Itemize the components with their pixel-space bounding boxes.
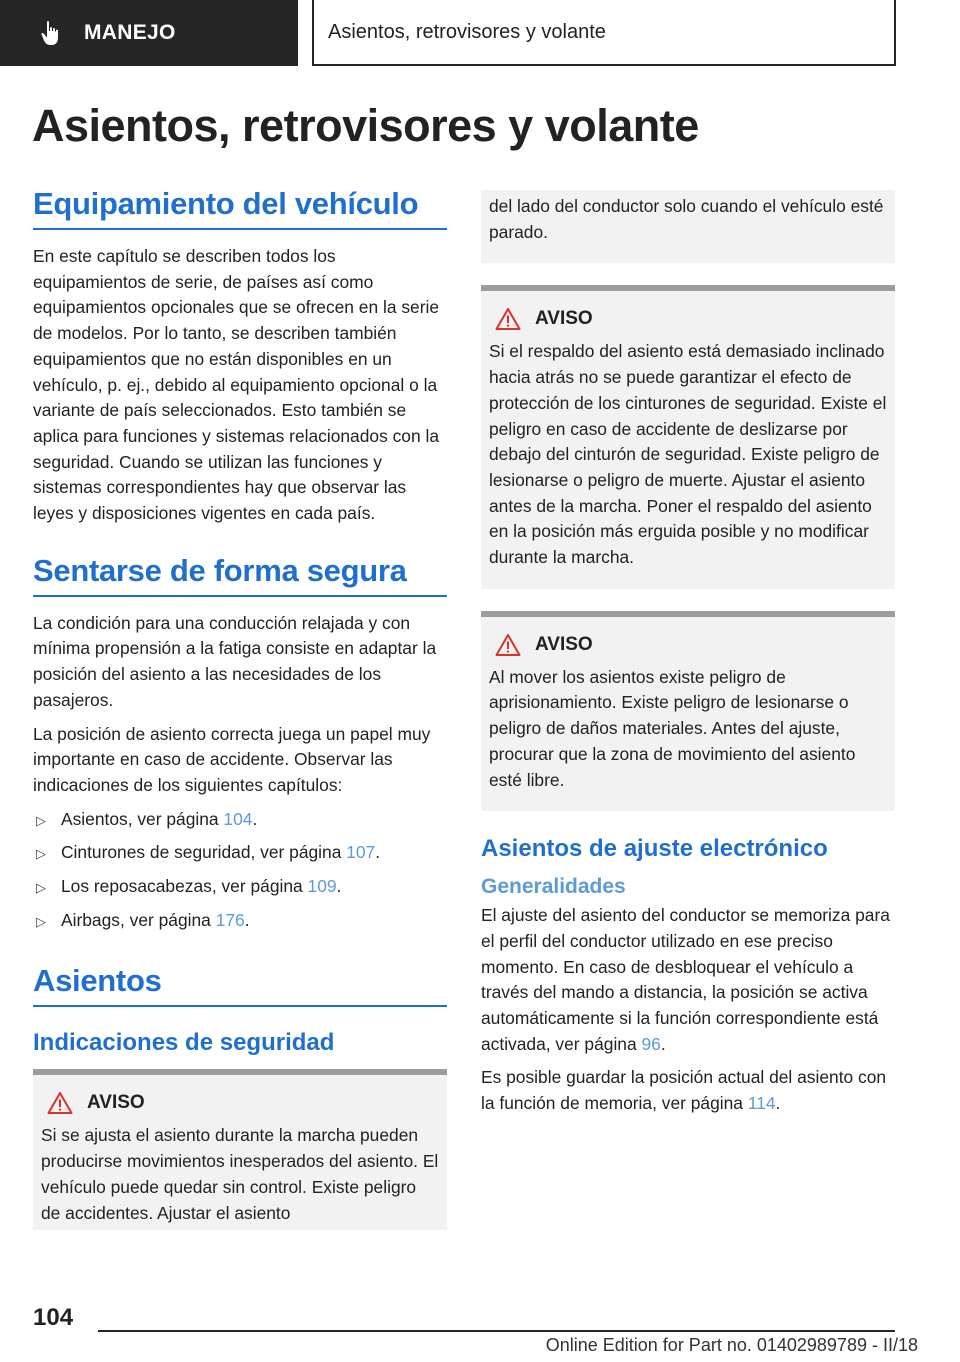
warning-header: [489, 633, 887, 657]
page-link[interactable]: 176: [215, 909, 245, 930]
reference-list: [33, 807, 447, 934]
page-link[interactable]: 114: [747, 1093, 776, 1114]
triangle-bullet-icon: ▷: [36, 880, 46, 896]
list-item: ▷ Asientos, ver página 104.: [33, 807, 447, 833]
seat-heading: Sentarse de forma segura: [33, 553, 447, 597]
warning-text: Al mover los asientos existe peligro de aprisionamiento. Existe peligro de lesionarse o peligro de daños materiales. Antes del ajuste, procurar que la zona de movimiento del asiento esté libre.: [489, 666, 856, 790]
warning-triangle-icon: [47, 1091, 73, 1115]
list-item-text: Asientos, ver página: [61, 808, 224, 829]
asientos-heading: Asientos: [33, 963, 447, 1007]
list-item-text: Los reposacabezas, ver página: [61, 876, 308, 897]
footer-divider: [98, 1330, 895, 1332]
left-column: [33, 186, 447, 1244]
general-heading: Generalidades: [481, 875, 626, 899]
general-text-2: Es posible guardar la posición actual del asiento con la función de memoria, ver página 114.: [481, 1067, 887, 1114]
edition-info: Online Edition for Part no. 01402989789 - II/18: [545, 1335, 918, 1355]
section-label: MANEJO: [84, 21, 176, 44]
list-item: ▷ Los reposacabezas, ver página 109.: [33, 874, 447, 900]
list-item-text: Cinturones de seguridad, ver página: [61, 842, 347, 863]
warning-box: [481, 611, 895, 812]
page-link[interactable]: 107: [346, 842, 376, 863]
list-item: ▷ Airbags, ver página 176.: [33, 908, 447, 934]
warning-triangle-icon: [495, 307, 521, 331]
warning-text: Si se ajusta el asiento durante la marcha pueden producirse movimientos inesperados del asiento. El vehículo puede quedar sin control. Existe peligro de accidentes. Ajustar el asiento: [41, 1125, 439, 1223]
warning-title: AVISO: [535, 308, 593, 330]
triangle-bullet-icon: ▷: [36, 846, 46, 862]
equip-text: En este capítulo se describen todos los equipamientos de serie, de países así como equipamientos opcionales que se ofrecen en la serie de modelos. Por lo tanto, se describen también equipamientos que no están disponibles en un vehículo, p. ej., debido al equipamiento opcional o la variante de país seleccionados. Esto también se aplica para funciones y sistemas relacionados con la seguridad. Cuando se utilizan las funciones y sistemas correspondientes hay que observar las leyes y disposiciones vigentes en cada país.: [33, 246, 440, 524]
chapter-tab[interactable]: [312, 0, 896, 66]
page-header: [0, 0, 960, 66]
hand-pointer-icon: [38, 19, 66, 47]
general-text-1-body: El ajuste del asiento del conductor se memoriza para el perfil del conductor utilizado en ese preciso momento. En caso de desbloquear el vehículo a través del mando a distancia, la posición se activa automáticamente si la función correspondiente está activada, ver página: [481, 905, 890, 1054]
warning-header: [489, 307, 887, 331]
warning-triangle-icon: [495, 633, 521, 657]
warning-title: AVISO: [535, 633, 593, 655]
seat-text-2: La posición de asiento correcta juega un papel muy importante en caso de accidente. Observar las indicaciones de los siguientes capítulos:: [33, 723, 431, 795]
warning-title: AVISO: [87, 1092, 145, 1114]
list-item: ▷ Cinturones de seguridad, ver página 107.: [33, 840, 447, 866]
triangle-bullet-icon: ▷: [36, 913, 46, 929]
section-tab[interactable]: [0, 0, 298, 66]
page-link[interactable]: 96: [641, 1033, 661, 1054]
triangle-bullet-icon: ▷: [36, 812, 46, 828]
page-link[interactable]: 104: [223, 808, 253, 829]
page-title: Asientos, retrovisores y volante: [32, 100, 699, 151]
warning-box: [481, 285, 895, 588]
page-link[interactable]: 109: [307, 876, 337, 897]
chapter-label: Asientos, retrovisores y volante: [328, 20, 606, 43]
warning-text: Si el respaldo del asiento está demasiado inclinado hacia atrás no se puede garantizar el efecto de protección de los cinturones de seguridad. Existe el peligro en caso de accidente de deslizarse por debajo del cinturón de seguridad. Existe peligro de lesionarse o peligro de muerte. Ajustar el asiento antes de la marcha. Poner el respaldo del asiento en la posición más erguida posible y no modificar durante la marcha.: [489, 341, 887, 568]
electronic-seats-heading: Asientos de ajuste electrónico: [481, 835, 828, 863]
seat-text-1: La condición para una conducción relajada y con mínima propensión a la fatiga consiste en adaptar la posición del asiento a las necesidades de los pasajeros.: [33, 612, 437, 710]
equip-heading: Equipamiento del vehículo: [33, 186, 447, 230]
list-item-text: Airbags, ver página: [61, 909, 216, 930]
general-text-1: El ajuste del asiento del conductor se memoriza para el perfil del conductor utilizado en ese preciso momento. En caso de desbloquear el vehículo a través del mando a distancia, la posición se activa automáticamente si la función correspondiente está activada, ver página 96.: [481, 905, 890, 1054]
warning-box: [33, 1069, 447, 1230]
page-number: 104: [33, 1304, 74, 1331]
warning-header: [41, 1091, 439, 1115]
right-column: [481, 190, 895, 1125]
general-text-2-body: Es posible guardar la posición actual del asiento con la función de memoria, ver página: [481, 1067, 887, 1114]
safety-heading: Indicaciones de seguridad: [33, 1029, 335, 1057]
warning-continuation: [481, 190, 895, 263]
warning-continuation-text: del lado del conductor solo cuando el vehículo esté parado.: [489, 196, 884, 242]
